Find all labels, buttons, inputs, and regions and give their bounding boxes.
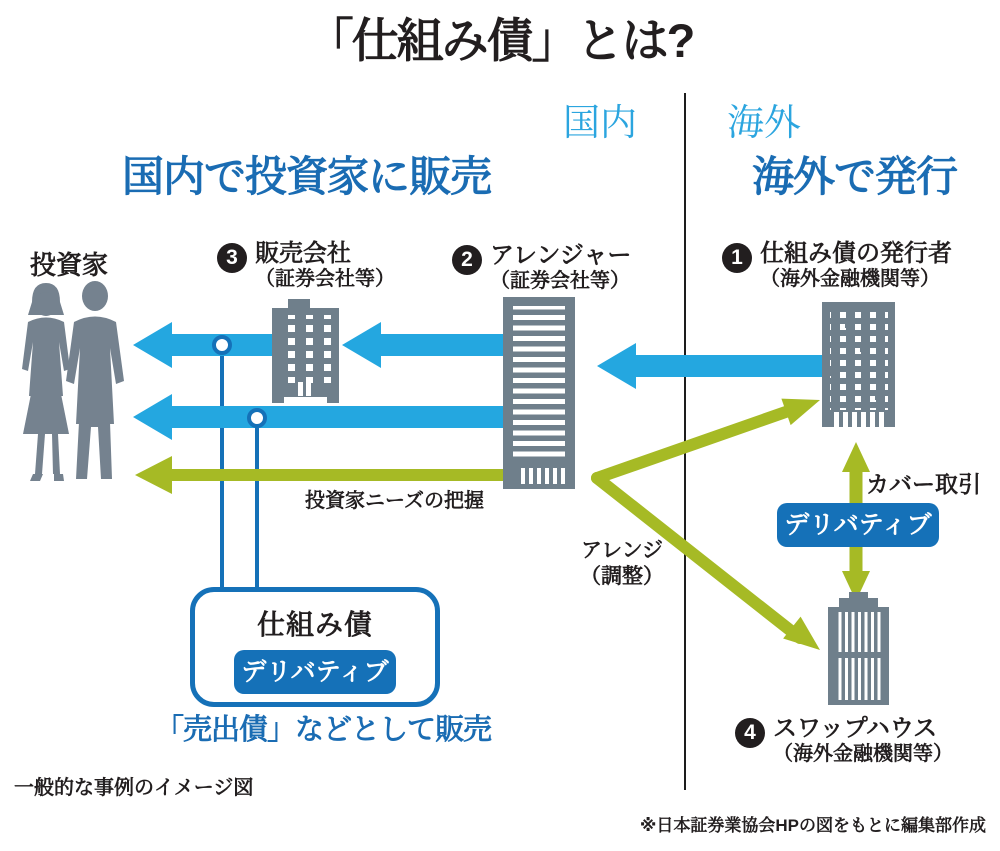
number-badge-3: 3: [217, 243, 247, 273]
arranger-building-icon: [503, 297, 575, 489]
region-label-overseas: 海外: [727, 103, 801, 144]
swap-house-building-icon: [828, 592, 889, 705]
arrange-label-line2: （調整）: [580, 565, 664, 588]
arrow-arranger-to-investors: [133, 394, 504, 440]
marker-circle-lower: [249, 410, 265, 426]
structured-bond-box: [190, 587, 440, 707]
cover-transaction-label: カバー取引: [866, 471, 981, 497]
number-badge-4: 4: [735, 718, 765, 748]
distributor-name: 販売会社: [255, 240, 351, 267]
number-badge-2: 2: [452, 245, 482, 275]
distributor-building-icon: [272, 299, 339, 403]
arrange-label: [572, 538, 672, 590]
example-note: 一般的な事例のイメージ図: [14, 777, 254, 799]
page-title: 「仕組み債」とは?: [306, 14, 694, 67]
issuer-name: 仕組み債の発行者: [760, 240, 952, 267]
region-label-domestic: 国内: [563, 103, 637, 144]
investors-silhouette-icon: [22, 281, 124, 481]
distributor-subtitle: （証券会社等）: [255, 268, 395, 290]
swap-house-name: スワップハウス: [773, 715, 938, 742]
arrange-label-line1: アレンジ: [580, 539, 664, 562]
investors-label: 投資家: [30, 250, 109, 280]
entity-arranger: [452, 243, 631, 293]
heading-overseas-issue: 海外で発行: [752, 153, 958, 200]
swap-house-subtitle: （海外金融機関等）: [773, 743, 953, 765]
structured-bond-box-title: 仕組み債: [256, 609, 373, 640]
entity-issuer: [722, 241, 952, 291]
derivative-badge-overseas: デリバティブ: [777, 503, 939, 547]
issuer-building-icon: [822, 302, 895, 427]
entity-swap-house: [735, 716, 953, 766]
sold-as-label: 「売出債」などとして販売: [155, 714, 492, 746]
marker-circle-upper: [214, 337, 230, 353]
arrow-distributor-to-investors: [133, 322, 272, 368]
heading-domestic-sales: 国内で投資家に販売: [122, 153, 492, 200]
entity-distributor: [217, 241, 395, 291]
derivative-badge-domestic: デリバティブ: [234, 650, 396, 694]
arrow-issuer-to-arranger: [597, 343, 822, 389]
investor-needs-label: 投資家ニーズの把握: [305, 490, 484, 512]
arranger-name: アレンジャー: [490, 242, 632, 269]
source-note: ※日本証券業協会HPの図をもとに編集部作成: [639, 816, 986, 835]
number-badge-1: 1: [722, 243, 752, 273]
arrow-arranger-to-issuer-head: [781, 387, 824, 425]
arranger-subtitle: （証券会社等）: [490, 270, 630, 292]
issuer-subtitle: （海外金融機関等）: [760, 268, 940, 290]
arrow-arranger-to-issuer-line: [597, 407, 800, 478]
arrow-arranger-to-distributor: [342, 322, 504, 368]
